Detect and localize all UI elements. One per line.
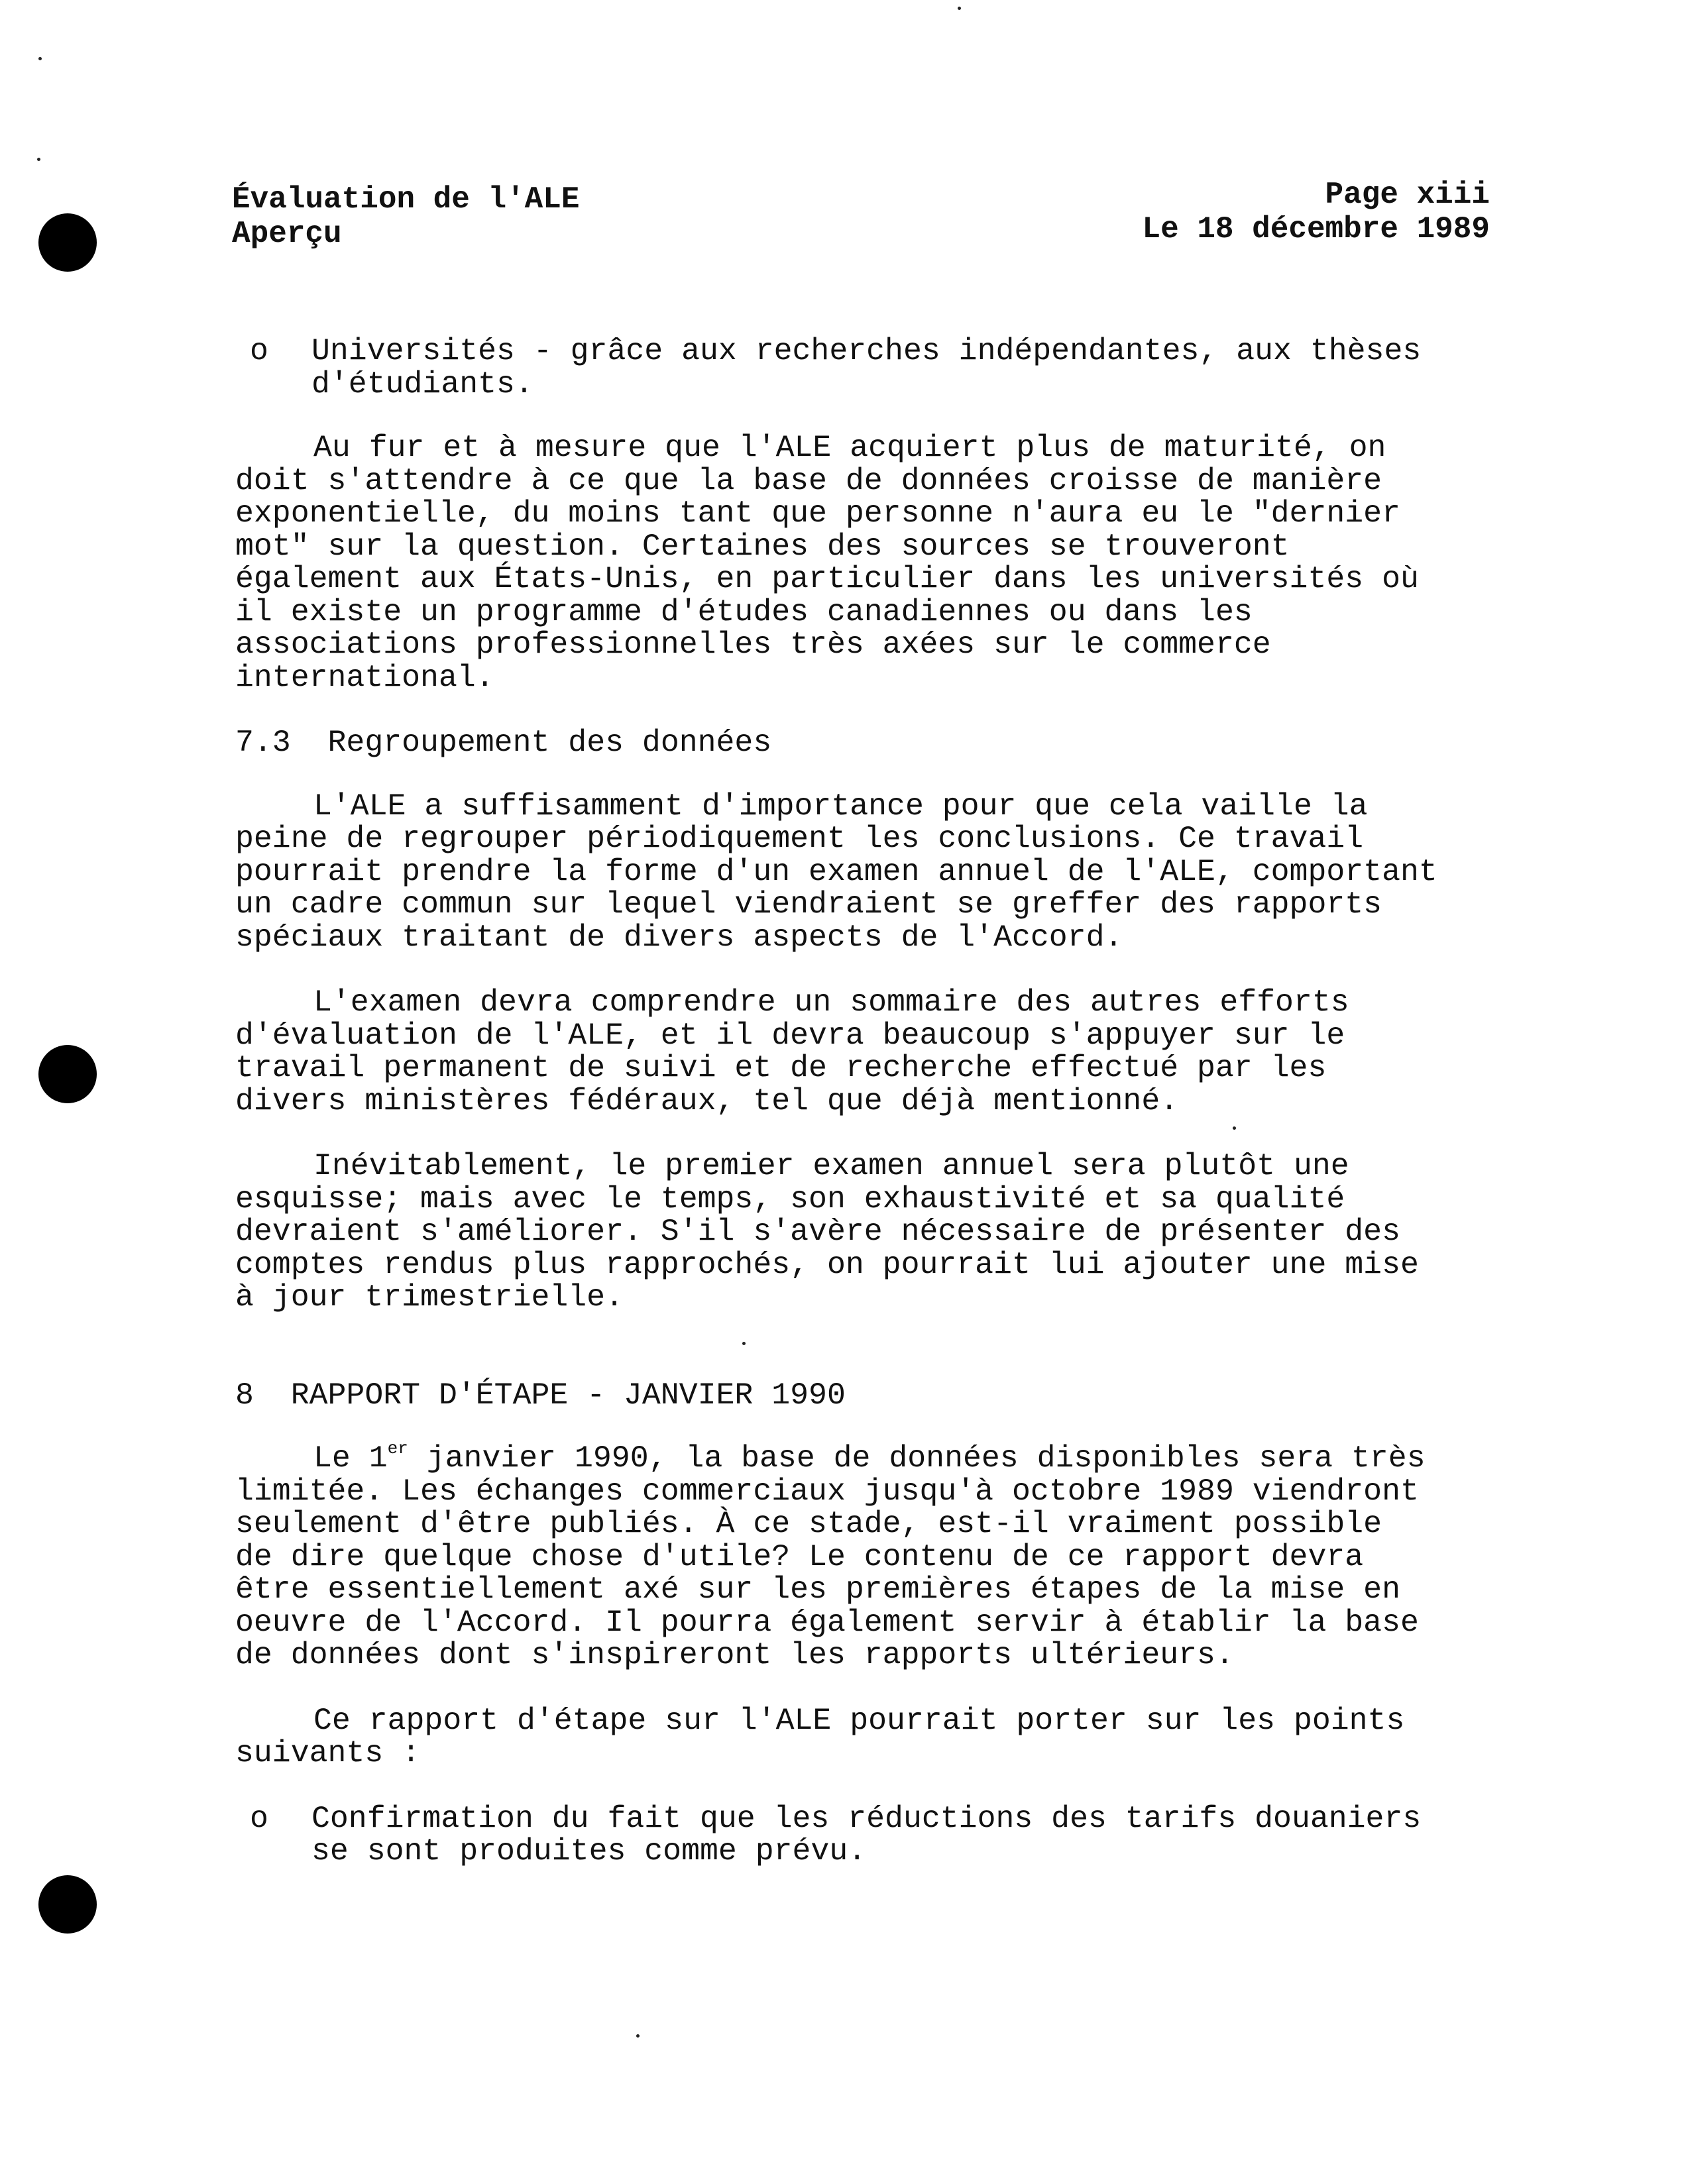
paragraph-start: Le 1: [313, 1441, 388, 1476]
section-heading-8: [235, 1379, 1528, 1412]
paragraph: Inévitablement, le premier examen annuel sera plutôt une esquisse; mais avec le temps, son exhaustivité et sa qualité devraient s'améliorer. S'il s'avère nécessaire de présenter des comptes rendus plus rapprochés, on pourrait lui ajouter une mise à jour trimestrielle.: [235, 1148, 1419, 1315]
bullet-item: [235, 335, 1528, 400]
bullet-marker: o: [250, 1800, 268, 1836]
bullet-text: Confirmation du fait que les réductions des tarifs douaniers se sont produites comme prévu.: [311, 1800, 1422, 1869]
scan-speck: [38, 57, 42, 60]
paragraph: [235, 1439, 1528, 1672]
section-heading-7-3: [235, 726, 1528, 759]
header-title: Évaluation de l'ALE: [232, 182, 580, 217]
section-title: RAPPORT D'ÉTAPE - JANVIER 1990: [290, 1377, 846, 1413]
punch-hole: [38, 1045, 97, 1103]
bullet-marker: o: [250, 333, 268, 368]
punch-hole: [38, 1875, 97, 1934]
page-number: Page xiii: [1325, 178, 1490, 212]
paragraph: Au fur et à mesure que l'ALE acquiert plus de maturité, on doit s'attendre à ce que la base de données croisse de manière exponentielle, du moins tant que personne n'aura eu le "dernier mot" sur la question. Certaines des sources se trouveront également aux États-Unis, en particulier dans les universités où il existe un programme d'études canadiennes ou dans les associations professionnelles très axées sur le commerce international.: [235, 430, 1419, 695]
paragraph: L'ALE a suffisamment d'importance pour que cela vaille la peine de regrouper périodiquement les conclusions. Ce travail pourrait prendre la forme d'un examen annuel de l'ALE, comportant un cadre commun sur lequel viendraient se greffer des rapports spéciaux traitant de divers aspects de l'Accord.: [235, 788, 1437, 955]
scan-speck: [636, 2034, 640, 2038]
document-body: [235, 335, 1528, 1899]
bullet-item: [235, 1802, 1528, 1868]
document-header-left: [232, 182, 580, 251]
paragraph: Ce rapport d'étape sur l'ALE pourrait porter sur les points suivants :: [235, 1702, 1405, 1771]
header-subtitle: Aperçu: [232, 217, 342, 251]
scan-speck: [37, 158, 40, 161]
punch-hole: [38, 213, 97, 272]
bullet-text: Universités - grâce aux recherches indépendantes, aux thèses d'étudiants.: [311, 333, 1422, 402]
paragraph: L'examen devra comprendre un sommaire des autres efforts d'évaluation de l'ALE, et il devra beaucoup s'appuyer sur le travail permanent de suivi et de recherche effectué par les divers ministères fédéraux, tel que déjà mentionné.: [235, 985, 1349, 1119]
section-number: 8: [235, 1377, 254, 1413]
superscript: er: [387, 1439, 408, 1458]
scan-speck: [958, 7, 961, 10]
document-header-right: [1143, 178, 1490, 246]
section-title: Regroupement des données: [327, 725, 772, 760]
document-date: Le 18 décembre 1989: [1142, 212, 1490, 246]
paragraph-rest: janvier 1990, la base de données disponibles sera très limitée. Les échanges commerciaux jusqu'à octobre 1989 viendront seulement d'être publiés. À ce stade, est-il vraiment possible de dire quelque chose d'utile? Le contenu de ce rapport devra être essentiellement axé sur les premières étapes de la mise en oeuvre de l'Accord. Il pourra également servir à établir la base de données dont s'inspireront les rapports ultérieurs.: [235, 1441, 1426, 1672]
section-number: 7.3: [235, 725, 291, 760]
